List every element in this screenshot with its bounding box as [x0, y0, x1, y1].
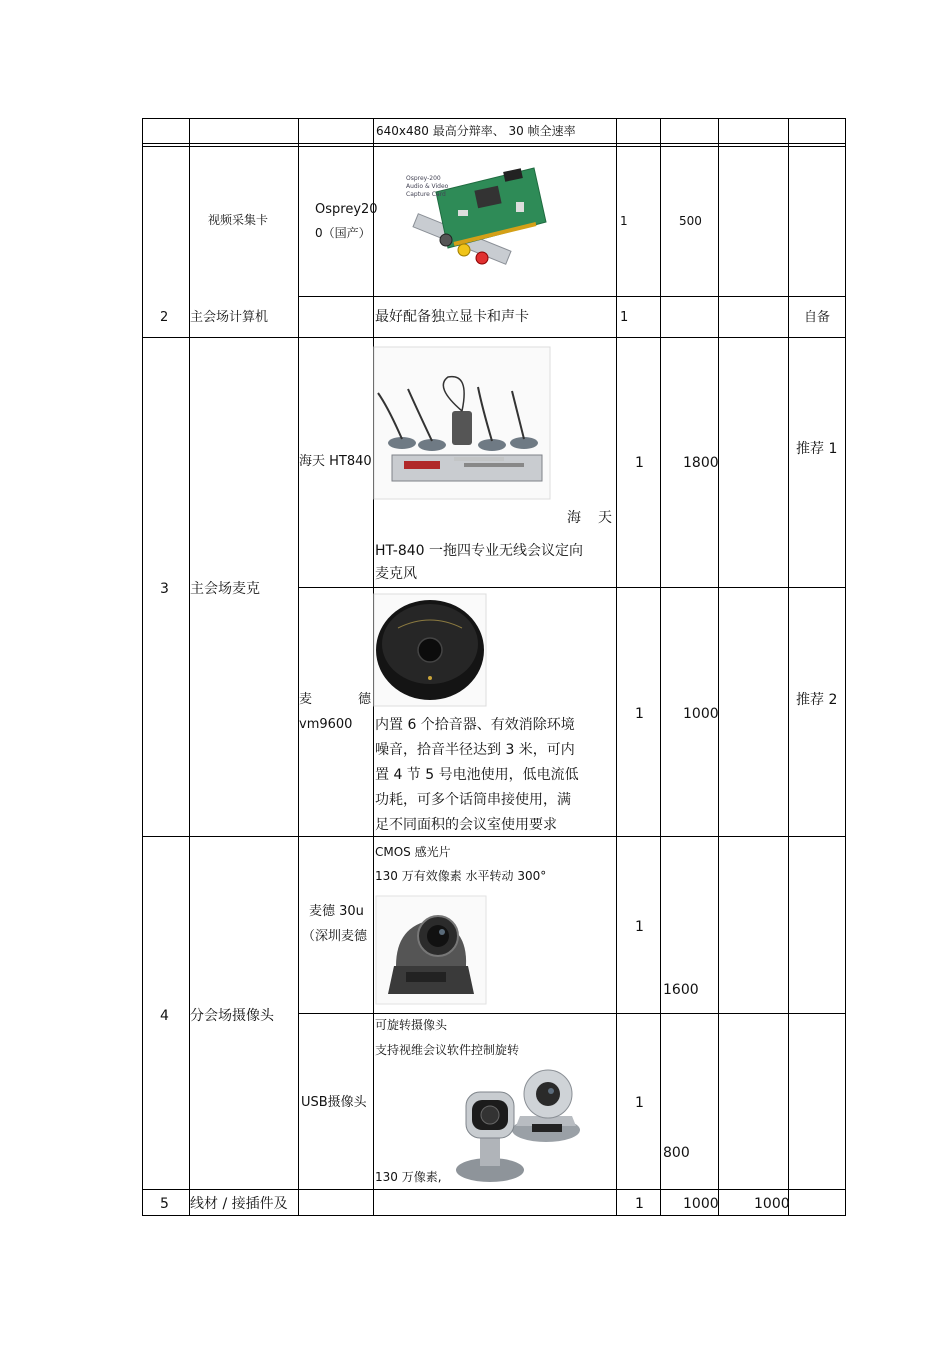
grid-line: [142, 836, 846, 837]
model-name: 麦: [299, 692, 313, 707]
grid-line: [616, 118, 617, 1216]
row-number: 3: [160, 581, 169, 597]
spec-text: CMOS 感光片: [375, 845, 451, 859]
quantity: 1: [635, 919, 644, 935]
price: 1600: [663, 982, 699, 998]
grid-line: [142, 118, 143, 1216]
description-line: 置 4 节 5 号电池使用，低电流低: [375, 767, 579, 783]
model-name: Osprey20: [315, 202, 378, 217]
model-name: 0（国产）: [315, 226, 371, 240]
grid-line: [298, 296, 846, 297]
grid-line: [298, 587, 846, 588]
price: 1000: [683, 706, 719, 722]
row-number: 4: [160, 1008, 169, 1024]
total: 1000: [754, 1196, 790, 1212]
item-name: 分会场摄像头: [190, 1008, 274, 1024]
ptz-camera-image: [376, 896, 488, 1006]
quantity: 1: [620, 214, 628, 228]
grid-line: [142, 146, 846, 147]
usb-cameras-image: [454, 1062, 584, 1184]
caption-text: HT-840 一拖四专业无线会议定向: [375, 543, 584, 559]
item-name: 主会场麦克: [190, 581, 260, 597]
quantity: 1: [635, 706, 644, 722]
svg-text:Audio & Video: Audio & Video: [406, 183, 449, 190]
grid-line: [142, 118, 846, 119]
note: 自备: [804, 310, 831, 325]
caption-text: 天: [598, 510, 612, 526]
spec-text: 130 万有效像素 水平转动 300°: [375, 869, 547, 883]
spec-text: 130 万像素,: [375, 1170, 442, 1184]
quantity: 1: [635, 1196, 644, 1212]
grid-line: [142, 337, 846, 338]
grid-line: [142, 1189, 846, 1190]
price: 1800: [683, 455, 719, 471]
description-line: 内置 6 个拾音器、有效消除环境: [375, 717, 575, 733]
row-number: 2: [160, 310, 169, 325]
model-name: 德: [358, 692, 372, 707]
grid-line: [142, 1215, 846, 1216]
price: 1000: [683, 1196, 719, 1212]
quantity: 1: [635, 1095, 644, 1111]
model-name: 海天 HT840: [299, 454, 372, 469]
row-number: 5: [160, 1196, 169, 1212]
quantity: 1: [635, 455, 644, 471]
spec-text: 640x480 最高分辩率、 30 帧全速率: [376, 124, 576, 138]
item-name: 线材 / 接插件及: [190, 1196, 288, 1212]
description-line: 噪音，拾音半径达到 3 米，可内: [375, 742, 575, 758]
svg-text:Capture Card: Capture Card: [406, 191, 446, 198]
item-name: 主会场计算机: [190, 310, 269, 325]
model-name: （深圳麦德: [302, 929, 368, 944]
quantity: 1: [620, 310, 629, 325]
grid-line: [718, 118, 719, 1216]
caption-text: 海: [567, 510, 581, 526]
note: 推荐 1: [796, 441, 838, 457]
wireless-mic-image: [374, 347, 552, 501]
grid-line: [845, 118, 846, 1216]
conference-mic-image: [374, 594, 488, 708]
item-name: 视频采集卡: [208, 213, 269, 227]
grid-line: [660, 118, 661, 1216]
capture-card-image: [376, 162, 546, 282]
grid-line: [189, 118, 190, 1216]
caption-text: 麦克风: [375, 566, 417, 582]
description-line: 功耗，可多个话筒串接使用，满: [375, 792, 571, 808]
card-label: Osprey-200: [406, 175, 441, 182]
spec-text: 可旋转摄像头: [375, 1018, 448, 1032]
price: 800: [663, 1145, 690, 1161]
spec-text: 最好配备独立显卡和声卡: [375, 309, 529, 325]
price: 500: [679, 214, 702, 228]
model-name: 麦德 30u: [309, 904, 364, 919]
grid-line: [298, 118, 299, 1216]
description-line: 足不同面积的会议室使用要求: [375, 817, 557, 833]
note: 推荐 2: [796, 692, 838, 708]
grid-line: [142, 143, 846, 144]
spec-text: 支持视维会议软件控制旋转: [375, 1043, 520, 1057]
model-name: USB摄像头: [301, 1095, 367, 1110]
grid-line: [788, 118, 789, 1216]
grid-line: [298, 1013, 846, 1014]
model-name: vm9600: [299, 717, 353, 732]
